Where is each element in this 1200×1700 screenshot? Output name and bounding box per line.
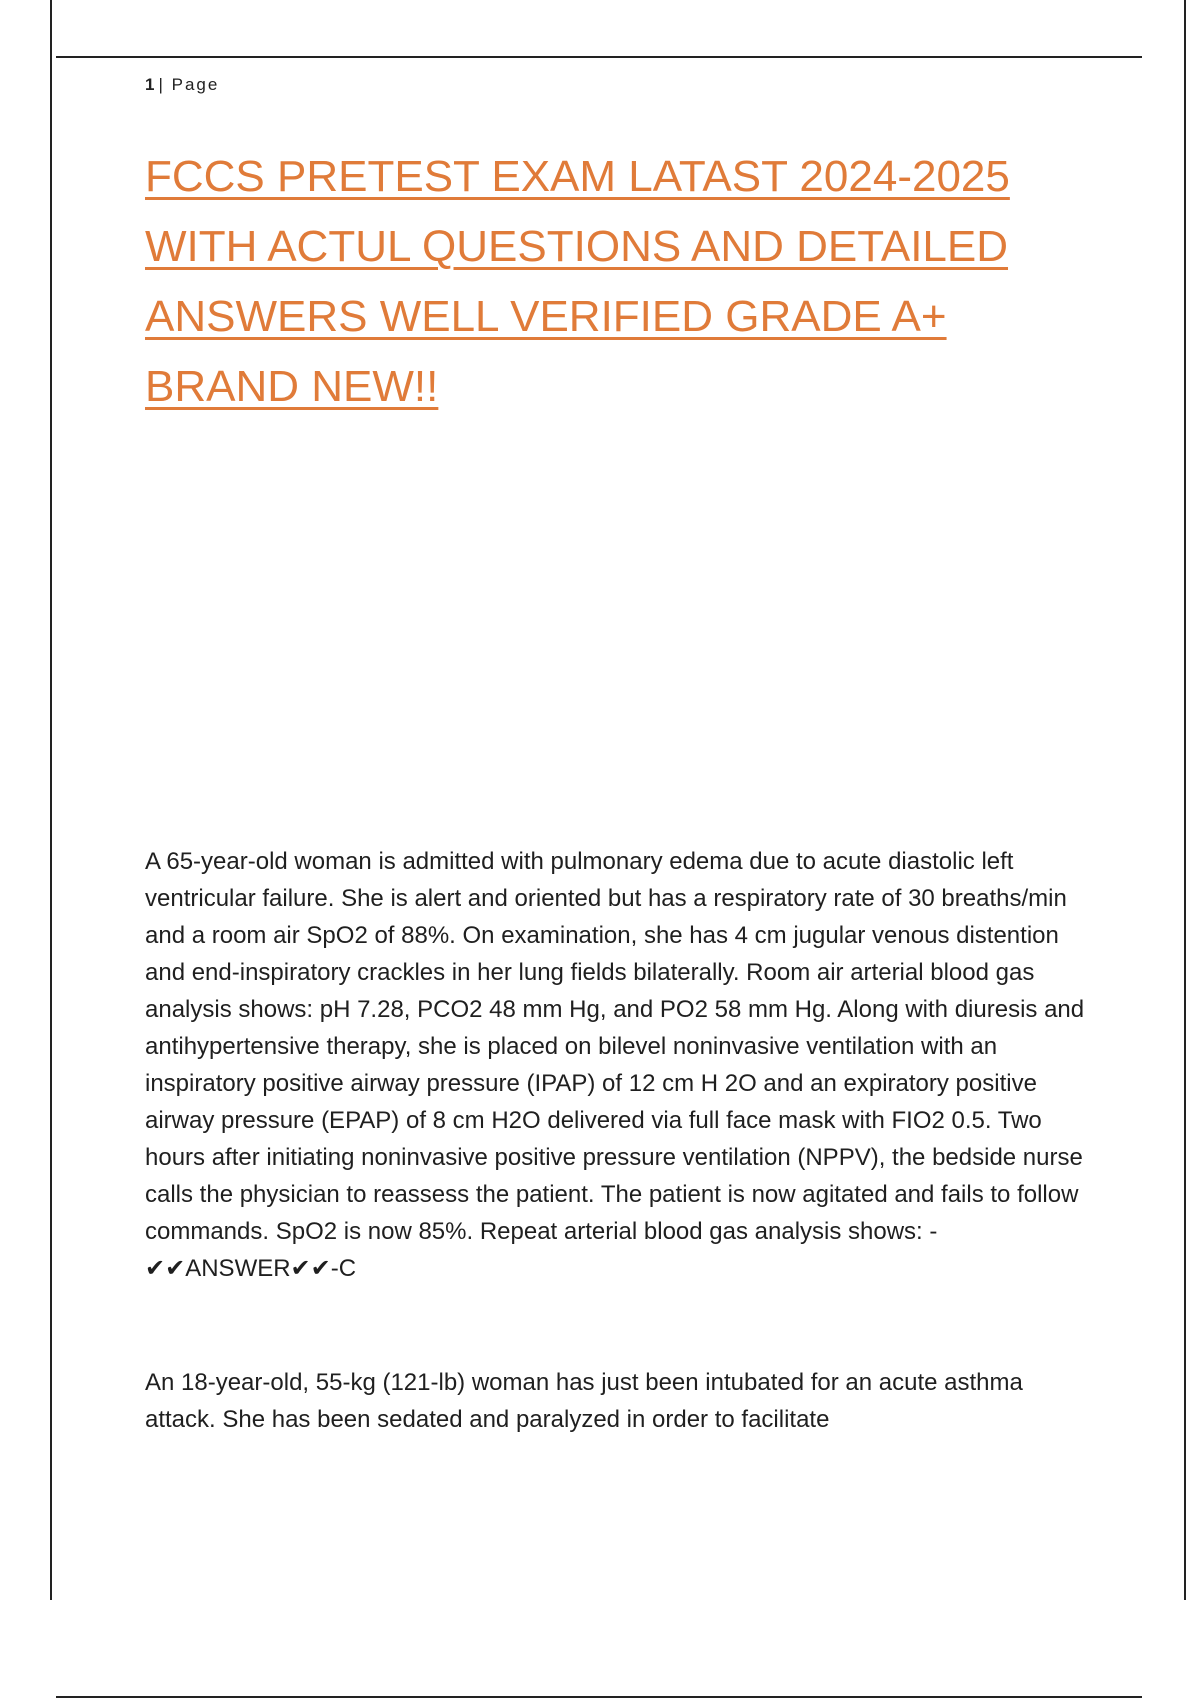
page-number-header [145,75,219,95]
question-paragraph: An 18-year-old, 55-kg (121-lb) woman has just been intubated for an acute asthma attack. She has been sedated and paralyzed in order to facilitate [145,1369,1023,1433]
footer-rule [56,1696,1142,1698]
page-border-left [50,0,52,1600]
page-number-value: 1 [145,75,155,94]
header-rule [56,56,1142,58]
page-border-right [1184,0,1186,1600]
page-number-separator: | [158,75,165,94]
document-title: FCCS PRETEST EXAM LATAST 2024-2025 WITH ACTUL QUESTIONS AND DETAILED ANSWERS WELL VERIFIED GRADE A+ BRAND NEW!! [145,152,1010,411]
question-paragraph: A 65-year-old woman is admitted with pulmonary edema due to acute diastolic left ventricular failure. She is alert and oriented but has a respiratory rate of 30 breaths/min and a room air SpO2 of 88%. On examination, she has 4 cm jugular venous distention and end-inspiratory crackles in her lung fields bilaterally. Room air arterial blood gas analysis shows: pH 7.28, PCO2 48 mm Hg, and PO2 58 mm Hg. Along with diuresis and antihypertensive therapy, she is placed on bilevel noninvasive ventilation with an inspiratory positive airway pressure (IPAP) of 12 cm H 2O and an expiratory positive airway pressure (EPAP) of 8 cm H2O delivered via full face mask with FIO2 0.5. Two hours after initiating noninvasive positive pressure ventilation (NPPV), the bedside nurse calls the physician to reassess the patient. The patient is now agitated and fails to follow commands. SpO2 is now 85%. Repeat arterial blood gas analysis shows: - ✔✔ANSWER✔✔-C [145,848,1085,1282]
page-label: Page [171,75,220,94]
